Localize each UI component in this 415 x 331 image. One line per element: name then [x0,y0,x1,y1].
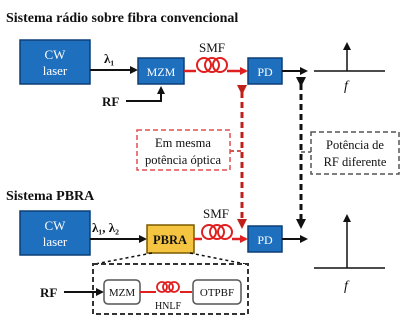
top-rf-label: RF [102,94,120,109]
top-smf-label: SMF [198,40,226,55]
bottom-cw-laser [20,211,90,255]
pbra-label: PBRA [152,233,188,247]
detail-otpbf-label: OTPBF [199,287,235,299]
top-laser-line2: laser [42,63,68,78]
top-mzm [138,58,184,84]
top-freq-label: f [344,79,348,94]
bottom-system-title: Sistema PBRA [6,189,95,204]
bottom-smf-coil [202,225,232,239]
bottom-pbra [147,225,194,253]
bottom-lambda-label: λ₁, λ₂ [92,220,120,235]
bottom-laser-line2: laser [42,234,68,249]
bottom-freq-label: f [344,279,348,294]
detail-callout-right [190,253,245,264]
same-power-line1: Em mesma [155,136,211,150]
top-mzm-label: MZM [146,65,176,79]
top-smf-coil [197,58,227,72]
bottom-laser-line1: CW [44,218,66,233]
detail-hnlf-label: HNLF [154,301,182,312]
top-lambda-label: λ₁ [104,51,115,66]
bottom-pd-label: PD [257,233,273,247]
top-pd-label: PD [257,65,273,79]
top-cw-laser [20,40,90,84]
detail-otpbf [193,280,241,304]
detail-mzm [104,280,140,304]
top-pd [248,58,282,84]
top-laser-line1: CW [44,47,66,62]
bottom-pd [248,226,282,252]
detail-rf-label: RF [40,285,58,300]
diff-power-line2: RF diferente [323,155,387,169]
top-system-title: Sistema rádio sobre fibra convencional [6,11,239,26]
detail-callout-left [95,253,152,264]
detail-mzm-label: MZM [108,287,136,299]
same-power-line2: potência óptica [144,153,222,167]
bottom-smf-label: SMF [202,206,230,221]
diff-power-line1: Potência de [326,138,384,152]
top-rf-arrow [126,88,161,101]
